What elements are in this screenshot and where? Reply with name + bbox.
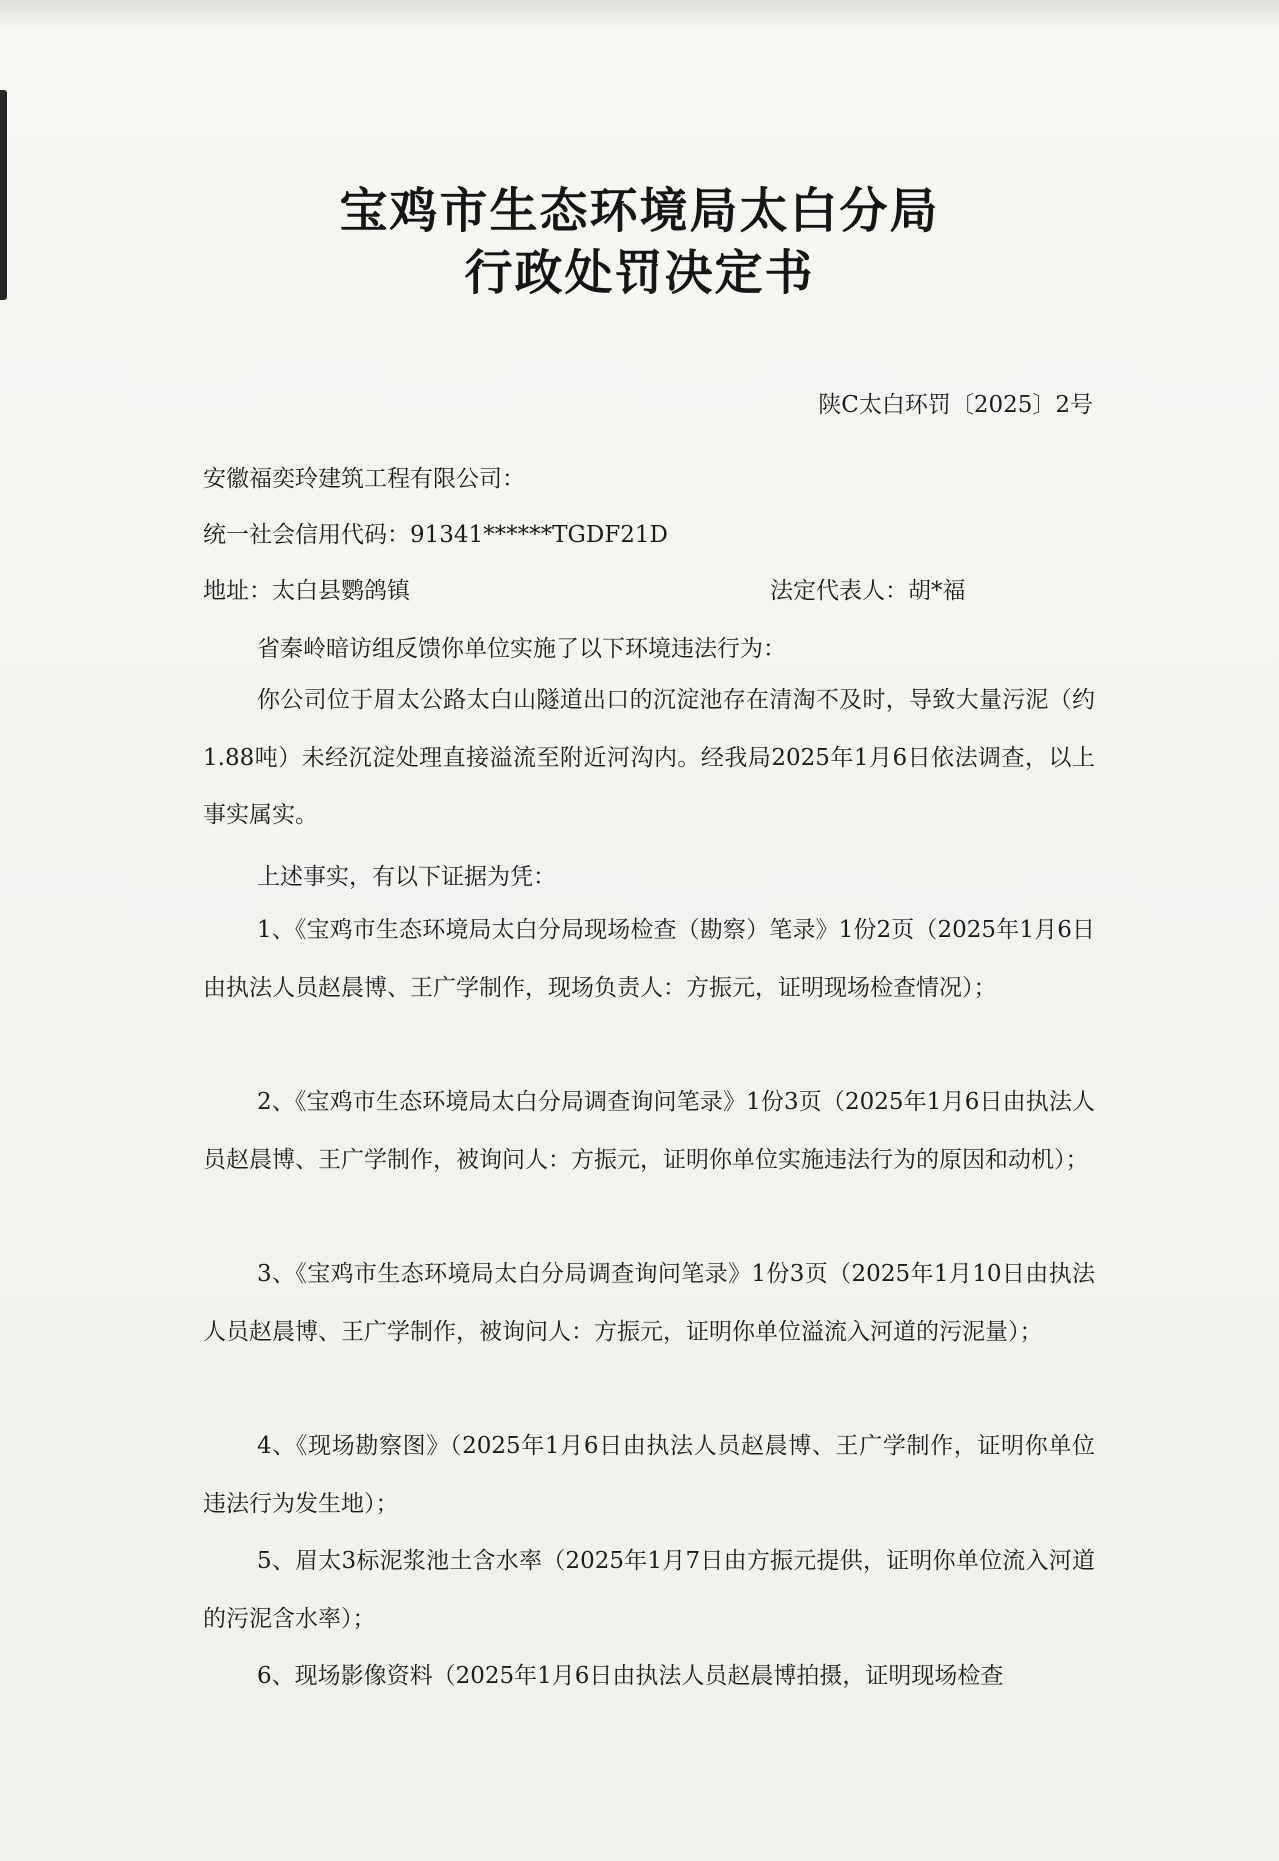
evidence-item-2: 2、《宝鸡市生态环境局太白分局调查询问笔录》1份3页（2025年1月6日由执法人员赵晨博、王广学制作，被询问人：方振元，证明你单位实施违法行为的原因和动机）；	[203, 1089, 1095, 1173]
legal-representative: 法定代表人：胡*福	[770, 578, 966, 604]
evidence-item-5: 5、眉太3标泥浆池土含水率（2025年1月7日由方振元提供，证明你单位流入河道的污泥含水率）；	[203, 1548, 1095, 1632]
evidence-item-4: 4、《现场勘察图》（2025年1月6日由执法人员赵晨博、王广学制作，证明你单位违法行为发生地）；	[203, 1433, 1095, 1517]
facts-paragraph: 你公司位于眉太公路太白山隧道出口的沉淀池存在清淘不及时，导致大量污泥（约1.88吨）未经沉淀处理直接溢流至附近河沟内。经我局2025年1月6日依法调查，以上事实属实。	[203, 687, 1095, 828]
intro-paragraph: 省秦岭暗访组反馈你单位实施了以下环境违法行为：	[257, 636, 786, 662]
scan-top-shadow	[0, 0, 1279, 28]
recipient-address: 地址：太白县鹦鸽镇	[203, 578, 410, 604]
evidence-item-1: 1、《宝鸡市生态环境局太白分局现场检查（勘察）笔录》1份2页（2025年1月6日由执法人员赵晨博、王广学制作，现场负责人：方振元，证明现场检查情况）；	[203, 917, 1095, 1001]
recipient-company: 安徽福奕玲建筑工程有限公司：	[203, 466, 525, 492]
evidence-item-3: 3、《宝鸡市生态环境局太白分局调查询问笔录》1份3页（2025年1月10日由执法人员赵晨博、王广学制作，被询问人：方振元，证明你单位溢流入河道的污泥量）；	[203, 1261, 1095, 1345]
credit-code: 统一社会信用代码：91341******TGDF21D	[203, 522, 668, 548]
evidence-intro: 上述事实，有以下证据为凭：	[257, 864, 556, 890]
document-title-line1: 宝鸡市生态环境局太白分局	[339, 183, 940, 239]
evidence-item-6: 6、现场影像资料（2025年1月6日由执法人员赵晨博拍摄，证明现场检查	[257, 1663, 1004, 1689]
document-number: 陕C太白环罚〔2025〕2号	[818, 392, 1093, 418]
document-title-line2: 行政处罚决定书	[464, 245, 815, 301]
